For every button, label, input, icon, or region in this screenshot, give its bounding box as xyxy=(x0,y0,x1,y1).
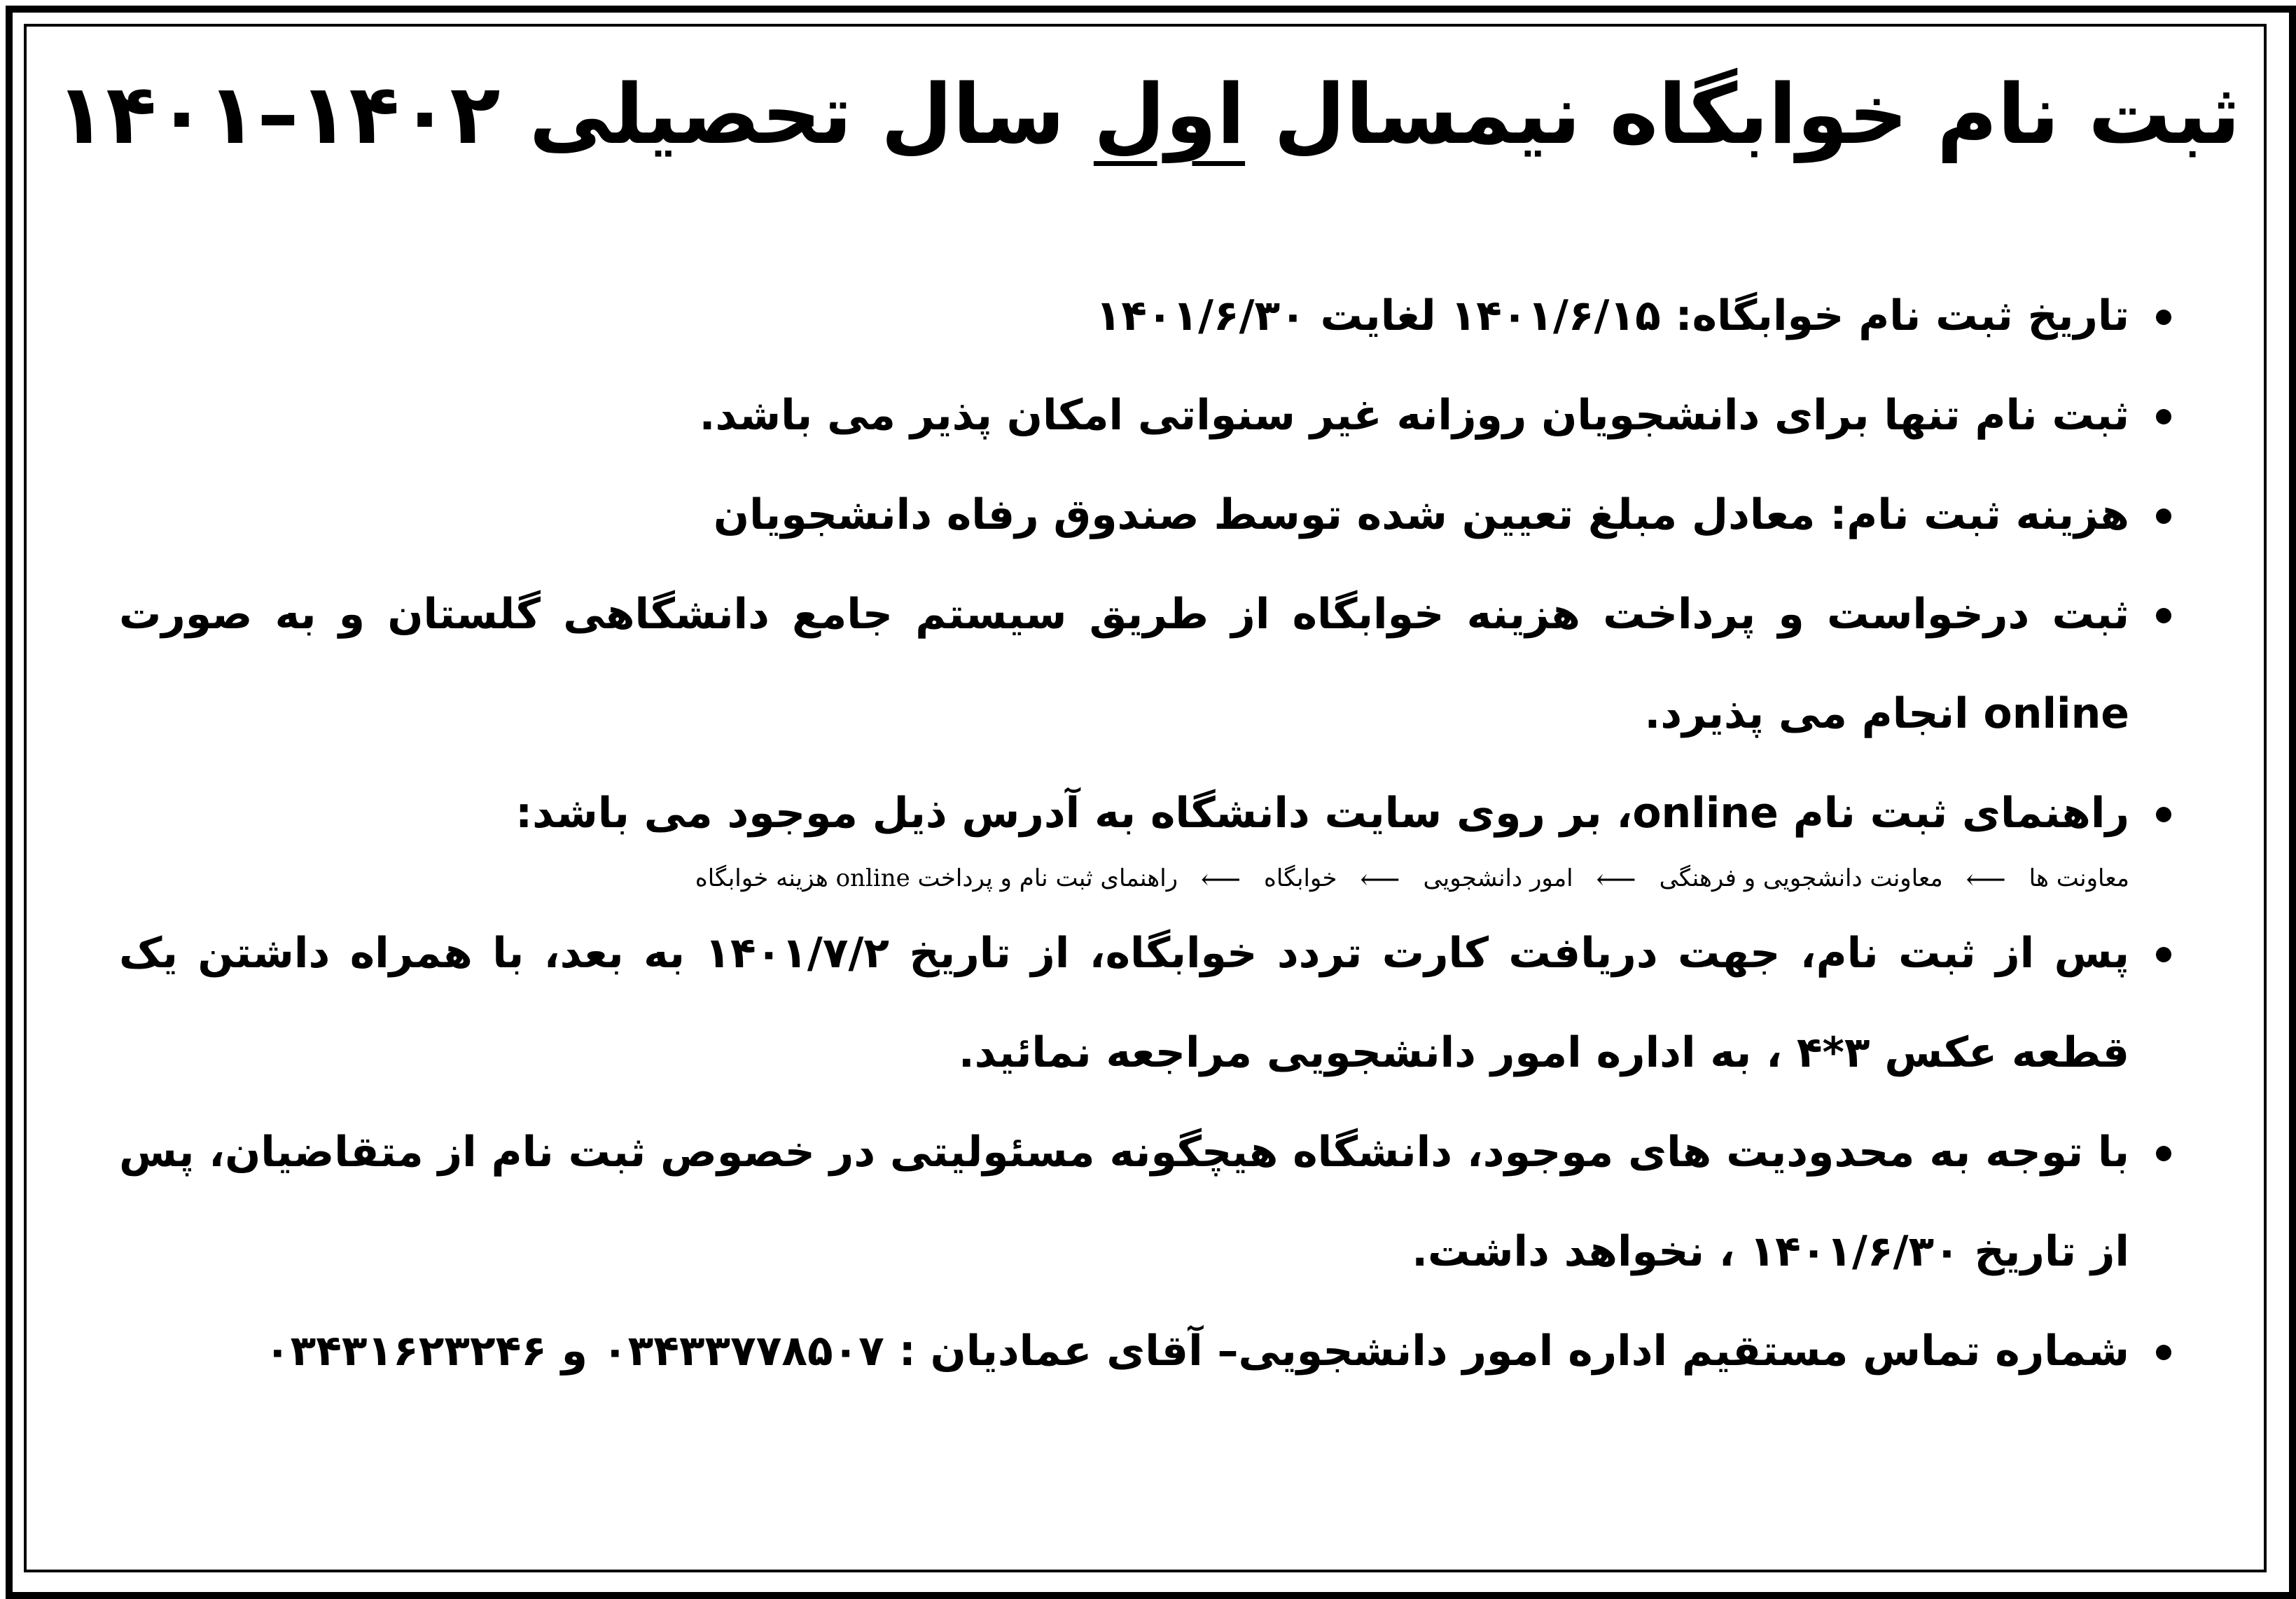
path-step-dormitory: خوابگاه xyxy=(1264,864,1337,892)
left-arrow-icon: ⟵ xyxy=(1596,864,1636,896)
left-arrow-icon: ⟵ xyxy=(1360,864,1400,896)
item-text: تاریخ ثبت نام خوابگاه: ۱۴۰۱/۶/۱۵ لغایت ۱۴۰۱/۶/۳۰ xyxy=(1095,291,2129,340)
path-step-student-cultural: معاونت دانشجویی و فرهنگی xyxy=(1659,864,1943,892)
path-step-payment-guide: راهنمای ثبت نام و پرداخت online هزینه خوابگاه xyxy=(695,864,1178,892)
bullet-icon xyxy=(2156,1345,2171,1360)
item-text: پس از ثبت نام، جهت دریافت کارت تردد خوابگاه، از تاریخ ۱۴۰۱/۷/۲ به بعد، با همراه داشتن یک قطعه عکس ۳*۴ ، به اداره امور دانشجویی مراجعه نمائید. xyxy=(119,929,2129,1077)
bullet-icon xyxy=(2156,947,2171,962)
list-item-online-request xyxy=(119,565,2177,763)
path-step-vice-chancellors: معاونت ها xyxy=(2029,864,2129,892)
item-text: راهنمای ثبت نام online، بر روی سایت دانشگاه به آدرس ذیل موجود می باشد: xyxy=(515,789,2129,838)
title-part-2: سال تحصیلی ۱۴۰۲–۱۴۰۱ xyxy=(55,66,1065,162)
page-title xyxy=(0,55,2296,174)
list-item-card-pickup xyxy=(119,904,2177,1102)
bullet-icon xyxy=(2156,409,2171,424)
item-text: هزینه ثبت نام: معادل مبلغ تعیین شده توسط صندوق رفاه دانشجویان xyxy=(713,490,2129,539)
bullet-icon xyxy=(2156,807,2171,822)
list-item-fee xyxy=(119,465,2177,565)
left-arrow-icon: ⟵ xyxy=(1965,864,2006,896)
list-item-eligibility xyxy=(119,366,2177,465)
bullet-icon xyxy=(2156,608,2171,623)
bullet-icon xyxy=(2156,508,2171,524)
list-item-registration-dates xyxy=(119,266,2177,366)
list-item-liability xyxy=(119,1102,2177,1301)
path-step-student-affairs: امور دانشجویی xyxy=(1423,864,1573,892)
title-underlined-word: اول xyxy=(1093,66,1246,162)
item-text: ثبت نام تنها برای دانشجویان روزانه غیر سنواتی امکان پذیر می باشد. xyxy=(699,391,2129,440)
list-item-contact xyxy=(119,1301,2177,1401)
item-text: با توجه به محدودیت های موجود، دانشگاه هیچگونه مسئولیتی در خصوص ثبت نام از متقاضیان، پس از تاریخ ۱۴۰۱/۶/۳۰ ، نخواهد داشت. xyxy=(119,1128,2129,1276)
notice-body xyxy=(119,266,2177,1401)
title-part-1: ثبت نام خوابگاه نیمسال xyxy=(1274,66,2241,162)
item-text: ثبت درخواست و پرداخت هزینه خوابگاه از طریق سیستم جامع دانشگاهی گلستان و به صورت online انجام می پذیرد. xyxy=(119,590,2129,738)
item-text: شماره تماس مستقیم اداره امور دانشجویی– آقای عمادیان : ۰۳۴۳۳۷۷۸۵۰۷ و ۰۳۴۳۱۶۲۳۲۴۶ xyxy=(265,1327,2129,1376)
list-item-guide-location xyxy=(119,763,2177,863)
bullet-icon xyxy=(2156,310,2171,325)
bullet-icon xyxy=(2156,1146,2171,1161)
left-arrow-icon: ⟵ xyxy=(1200,864,1241,896)
